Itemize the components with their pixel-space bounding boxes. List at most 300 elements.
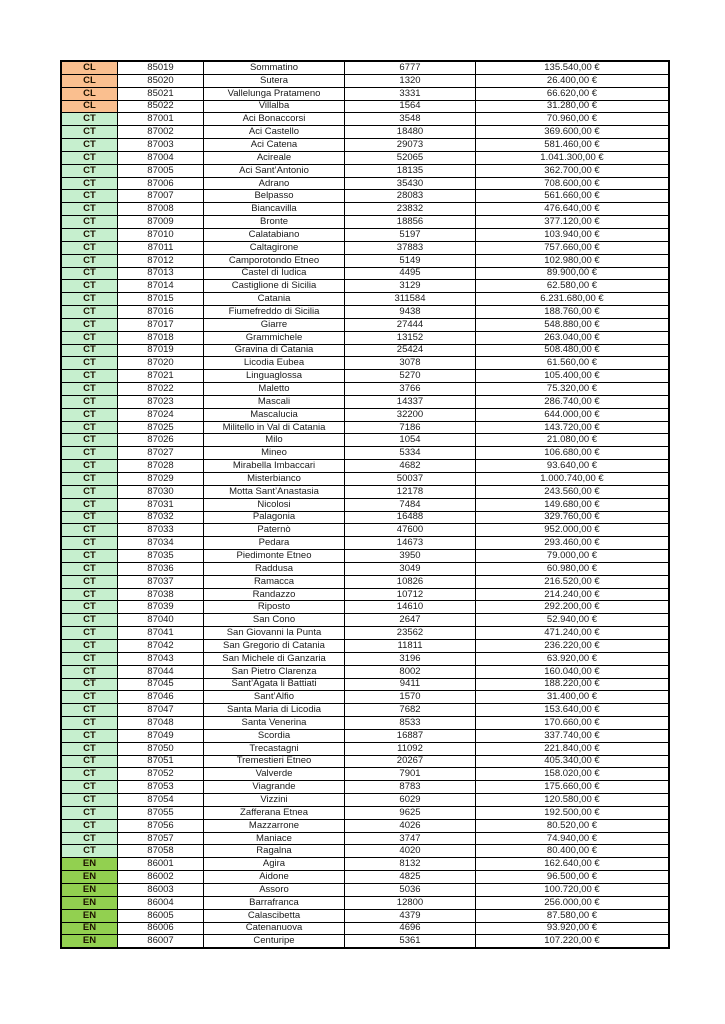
population-cell: 3331 <box>345 87 476 100</box>
istat-code-cell: 87035 <box>118 550 204 563</box>
province-cell: CT <box>61 524 118 537</box>
population-cell: 5149 <box>345 254 476 267</box>
istat-code-cell: 87055 <box>118 806 204 819</box>
municipality-name-cell: San Gregorio di Catania <box>204 639 345 652</box>
table-row <box>61 370 669 383</box>
province-cell: CL <box>61 74 118 87</box>
population-cell: 23562 <box>345 627 476 640</box>
amount-cell: 103.940,00 € <box>476 228 670 241</box>
province-cell: CT <box>61 383 118 396</box>
province-cell: CT <box>61 408 118 421</box>
municipality-name-cell: San Michele di Ganzaria <box>204 652 345 665</box>
population-cell: 18135 <box>345 164 476 177</box>
province-cell: CT <box>61 819 118 832</box>
municipality-table-body <box>61 61 669 948</box>
amount-cell: 74.940,00 € <box>476 832 670 845</box>
table-row <box>61 344 669 357</box>
istat-code-cell: 87003 <box>118 139 204 152</box>
province-cell: CT <box>61 755 118 768</box>
table-row <box>61 768 669 781</box>
municipality-table <box>60 60 670 949</box>
province-cell: CT <box>61 267 118 280</box>
table-row <box>61 460 669 473</box>
municipality-name-cell: Biancavilla <box>204 203 345 216</box>
istat-code-cell: 87043 <box>118 652 204 665</box>
municipality-name-cell: Castiglione di Sicilia <box>204 280 345 293</box>
table-row <box>61 884 669 897</box>
population-cell: 12178 <box>345 485 476 498</box>
population-cell: 9438 <box>345 306 476 319</box>
istat-code-cell: 86003 <box>118 884 204 897</box>
municipality-name-cell: Mazzarrone <box>204 819 345 832</box>
istat-code-cell: 87033 <box>118 524 204 537</box>
istat-code-cell: 87025 <box>118 421 204 434</box>
population-cell: 9625 <box>345 806 476 819</box>
amount-cell: 405.340,00 € <box>476 755 670 768</box>
amount-cell: 31.280,00 € <box>476 100 670 113</box>
amount-cell: 93.920,00 € <box>476 922 670 935</box>
table-row <box>61 139 669 152</box>
table-row <box>61 845 669 858</box>
municipality-name-cell: Mascali <box>204 395 345 408</box>
table-row <box>61 781 669 794</box>
province-cell: CT <box>61 395 118 408</box>
amount-cell: 149.680,00 € <box>476 498 670 511</box>
table-row <box>61 806 669 819</box>
population-cell: 37883 <box>345 241 476 254</box>
amount-cell: 471.240,00 € <box>476 627 670 640</box>
province-cell: CT <box>61 614 118 627</box>
table-row <box>61 473 669 486</box>
population-cell: 13152 <box>345 331 476 344</box>
istat-code-cell: 87051 <box>118 755 204 768</box>
amount-cell: 75.320,00 € <box>476 383 670 396</box>
istat-code-cell: 87018 <box>118 331 204 344</box>
province-cell: CT <box>61 434 118 447</box>
amount-cell: 1.000.740,00 € <box>476 473 670 486</box>
table-row <box>61 485 669 498</box>
table-row <box>61 408 669 421</box>
amount-cell: 221.840,00 € <box>476 742 670 755</box>
amount-cell: 581.460,00 € <box>476 139 670 152</box>
population-cell: 3766 <box>345 383 476 396</box>
istat-code-cell: 87053 <box>118 781 204 794</box>
municipality-name-cell: San Cono <box>204 614 345 627</box>
table-row <box>61 318 669 331</box>
province-cell: CL <box>61 61 118 74</box>
istat-code-cell: 87027 <box>118 447 204 460</box>
table-row <box>61 665 669 678</box>
amount-cell: 31.400,00 € <box>476 691 670 704</box>
istat-code-cell: 87026 <box>118 434 204 447</box>
istat-code-cell: 87041 <box>118 627 204 640</box>
municipality-name-cell: Tremestieri Etneo <box>204 755 345 768</box>
table-row <box>61 74 669 87</box>
population-cell: 35430 <box>345 177 476 190</box>
amount-cell: 52.940,00 € <box>476 614 670 627</box>
municipality-name-cell: Barrafranca <box>204 896 345 909</box>
population-cell: 52065 <box>345 151 476 164</box>
province-cell: CT <box>61 742 118 755</box>
municipality-name-cell: Aidone <box>204 871 345 884</box>
amount-cell: 153.640,00 € <box>476 704 670 717</box>
istat-code-cell: 87037 <box>118 575 204 588</box>
table-row <box>61 87 669 100</box>
municipality-name-cell: Aci Catena <box>204 139 345 152</box>
istat-code-cell: 86005 <box>118 909 204 922</box>
table-row <box>61 858 669 871</box>
population-cell: 25424 <box>345 344 476 357</box>
municipality-name-cell: Piedimonte Etneo <box>204 550 345 563</box>
province-cell: EN <box>61 909 118 922</box>
istat-code-cell: 87050 <box>118 742 204 755</box>
amount-cell: 362.700,00 € <box>476 164 670 177</box>
municipality-name-cell: Randazzo <box>204 588 345 601</box>
istat-code-cell: 87004 <box>118 151 204 164</box>
amount-cell: 135.540,00 € <box>476 61 670 74</box>
istat-code-cell: 87005 <box>118 164 204 177</box>
province-cell: CT <box>61 806 118 819</box>
istat-code-cell: 87045 <box>118 678 204 691</box>
population-cell: 4682 <box>345 460 476 473</box>
municipality-name-cell: Milo <box>204 434 345 447</box>
istat-code-cell: 87031 <box>118 498 204 511</box>
province-cell: CT <box>61 678 118 691</box>
population-cell: 14673 <box>345 537 476 550</box>
table-row <box>61 678 669 691</box>
province-cell: CT <box>61 318 118 331</box>
table-row <box>61 434 669 447</box>
municipality-name-cell: Assoro <box>204 884 345 897</box>
table-row <box>61 871 669 884</box>
municipality-name-cell: Viagrande <box>204 781 345 794</box>
population-cell: 5270 <box>345 370 476 383</box>
istat-code-cell: 87008 <box>118 203 204 216</box>
amount-cell: 286.740,00 € <box>476 395 670 408</box>
municipality-name-cell: Trecastagni <box>204 742 345 755</box>
municipality-name-cell: Palagonia <box>204 511 345 524</box>
istat-code-cell: 87048 <box>118 717 204 730</box>
amount-cell: 256.000,00 € <box>476 896 670 909</box>
table-row <box>61 511 669 524</box>
province-cell: CT <box>61 280 118 293</box>
istat-code-cell: 87046 <box>118 691 204 704</box>
population-cell: 8533 <box>345 717 476 730</box>
istat-code-cell: 87002 <box>118 126 204 139</box>
municipality-name-cell: Agira <box>204 858 345 871</box>
amount-cell: 93.640,00 € <box>476 460 670 473</box>
municipality-name-cell: Castel di Iudica <box>204 267 345 280</box>
istat-code-cell: 87017 <box>118 318 204 331</box>
amount-cell: 89.900,00 € <box>476 267 670 280</box>
municipality-name-cell: Catenanuova <box>204 922 345 935</box>
amount-cell: 329.760,00 € <box>476 511 670 524</box>
province-cell: CT <box>61 485 118 498</box>
table-row <box>61 164 669 177</box>
table-row <box>61 614 669 627</box>
population-cell: 4026 <box>345 819 476 832</box>
istat-code-cell: 87049 <box>118 729 204 742</box>
table-row <box>61 280 669 293</box>
table-row <box>61 601 669 614</box>
amount-cell: 188.220,00 € <box>476 678 670 691</box>
istat-code-cell: 87023 <box>118 395 204 408</box>
istat-code-cell: 87054 <box>118 794 204 807</box>
province-cell: CT <box>61 691 118 704</box>
province-cell: CT <box>61 293 118 306</box>
istat-code-cell: 87014 <box>118 280 204 293</box>
table-row <box>61 267 669 280</box>
province-cell: EN <box>61 871 118 884</box>
population-cell: 5036 <box>345 884 476 897</box>
table-row <box>61 357 669 370</box>
table-row <box>61 383 669 396</box>
istat-code-cell: 87028 <box>118 460 204 473</box>
amount-cell: 162.640,00 € <box>476 858 670 871</box>
province-cell: CT <box>61 203 118 216</box>
amount-cell: 62.580,00 € <box>476 280 670 293</box>
province-cell: CT <box>61 832 118 845</box>
table-row <box>61 203 669 216</box>
province-cell: EN <box>61 935 118 948</box>
table-row <box>61 755 669 768</box>
table-row <box>61 190 669 203</box>
population-cell: 3078 <box>345 357 476 370</box>
population-cell: 4379 <box>345 909 476 922</box>
amount-cell: 561.660,00 € <box>476 190 670 203</box>
population-cell: 23832 <box>345 203 476 216</box>
istat-code-cell: 86004 <box>118 896 204 909</box>
table-row <box>61 588 669 601</box>
province-cell: CT <box>61 575 118 588</box>
municipality-name-cell: Militello in Val di Catania <box>204 421 345 434</box>
amount-cell: 263.040,00 € <box>476 331 670 344</box>
amount-cell: 105.400,00 € <box>476 370 670 383</box>
istat-code-cell: 87058 <box>118 845 204 858</box>
amount-cell: 107.220,00 € <box>476 935 670 948</box>
population-cell: 47600 <box>345 524 476 537</box>
province-cell: CT <box>61 537 118 550</box>
table-row <box>61 550 669 563</box>
municipality-name-cell: Calascibetta <box>204 909 345 922</box>
municipality-name-cell: Gravina di Catania <box>204 344 345 357</box>
istat-code-cell: 87001 <box>118 113 204 126</box>
istat-code-cell: 87019 <box>118 344 204 357</box>
province-cell: CT <box>61 665 118 678</box>
population-cell: 4696 <box>345 922 476 935</box>
istat-code-cell: 87047 <box>118 704 204 717</box>
istat-code-cell: 86006 <box>118 922 204 935</box>
table-row <box>61 537 669 550</box>
table-row <box>61 447 669 460</box>
amount-cell: 952.000,00 € <box>476 524 670 537</box>
table-row <box>61 177 669 190</box>
istat-code-cell: 87029 <box>118 473 204 486</box>
municipality-name-cell: Villalba <box>204 100 345 113</box>
amount-cell: 292.200,00 € <box>476 601 670 614</box>
municipality-name-cell: Raddusa <box>204 562 345 575</box>
istat-code-cell: 87020 <box>118 357 204 370</box>
municipality-name-cell: Mineo <box>204 447 345 460</box>
istat-code-cell: 87057 <box>118 832 204 845</box>
population-cell: 14337 <box>345 395 476 408</box>
istat-code-cell: 87036 <box>118 562 204 575</box>
municipality-name-cell: Mirabella Imbaccari <box>204 460 345 473</box>
municipality-name-cell: Ragalna <box>204 845 345 858</box>
amount-cell: 158.020,00 € <box>476 768 670 781</box>
municipality-name-cell: Paternò <box>204 524 345 537</box>
population-cell: 50037 <box>345 473 476 486</box>
province-cell: CT <box>61 151 118 164</box>
population-cell: 7682 <box>345 704 476 717</box>
population-cell: 4020 <box>345 845 476 858</box>
province-cell: CT <box>61 254 118 267</box>
municipality-name-cell: Aci Bonaccorsi <box>204 113 345 126</box>
istat-code-cell: 85019 <box>118 61 204 74</box>
amount-cell: 757.660,00 € <box>476 241 670 254</box>
province-cell: CT <box>61 113 118 126</box>
province-cell: EN <box>61 922 118 935</box>
amount-cell: 87.580,00 € <box>476 909 670 922</box>
istat-code-cell: 87021 <box>118 370 204 383</box>
table-row <box>61 395 669 408</box>
amount-cell: 21.080,00 € <box>476 434 670 447</box>
table-row <box>61 306 669 319</box>
amount-cell: 377.120,00 € <box>476 216 670 229</box>
province-cell: CT <box>61 139 118 152</box>
amount-cell: 80.400,00 € <box>476 845 670 858</box>
table-row <box>61 562 669 575</box>
table-row <box>61 421 669 434</box>
population-cell: 5197 <box>345 228 476 241</box>
municipality-name-cell: Licodia Eubea <box>204 357 345 370</box>
province-cell: CT <box>61 447 118 460</box>
istat-code-cell: 87011 <box>118 241 204 254</box>
province-cell: CT <box>61 177 118 190</box>
table-row <box>61 652 669 665</box>
istat-code-cell: 85021 <box>118 87 204 100</box>
amount-cell: 192.500,00 € <box>476 806 670 819</box>
amount-cell: 188.760,00 € <box>476 306 670 319</box>
population-cell: 27444 <box>345 318 476 331</box>
amount-cell: 63.920,00 € <box>476 652 670 665</box>
table-row <box>61 627 669 640</box>
municipality-name-cell: Motta Sant’Anastasia <box>204 485 345 498</box>
amount-cell: 216.520,00 € <box>476 575 670 588</box>
amount-cell: 102.980,00 € <box>476 254 670 267</box>
table-row <box>61 935 669 948</box>
province-cell: CL <box>61 100 118 113</box>
amount-cell: 100.720,00 € <box>476 884 670 897</box>
province-cell: CT <box>61 781 118 794</box>
municipality-name-cell: Santa Venerina <box>204 717 345 730</box>
istat-code-cell: 87007 <box>118 190 204 203</box>
table-row <box>61 704 669 717</box>
amount-cell: 160.040,00 € <box>476 665 670 678</box>
population-cell: 12800 <box>345 896 476 909</box>
table-row <box>61 832 669 845</box>
province-cell: CT <box>61 511 118 524</box>
amount-cell: 70.960,00 € <box>476 113 670 126</box>
population-cell: 4495 <box>345 267 476 280</box>
istat-code-cell: 87039 <box>118 601 204 614</box>
province-cell: CT <box>61 306 118 319</box>
population-cell: 3049 <box>345 562 476 575</box>
province-cell: CT <box>61 498 118 511</box>
istat-code-cell: 87010 <box>118 228 204 241</box>
population-cell: 20267 <box>345 755 476 768</box>
province-cell: CT <box>61 216 118 229</box>
table-row <box>61 717 669 730</box>
population-cell: 311584 <box>345 293 476 306</box>
amount-cell: 243.560,00 € <box>476 485 670 498</box>
amount-cell: 508.480,00 € <box>476 344 670 357</box>
population-cell: 16887 <box>345 729 476 742</box>
istat-code-cell: 87032 <box>118 511 204 524</box>
amount-cell: 548.880,00 € <box>476 318 670 331</box>
municipality-name-cell: Belpasso <box>204 190 345 203</box>
municipality-name-cell: Maletto <box>204 383 345 396</box>
municipality-name-cell: San Giovanni la Punta <box>204 627 345 640</box>
population-cell: 8002 <box>345 665 476 678</box>
istat-code-cell: 87013 <box>118 267 204 280</box>
province-cell: CT <box>61 601 118 614</box>
table-row <box>61 639 669 652</box>
amount-cell: 293.460,00 € <box>476 537 670 550</box>
province-cell: CT <box>61 794 118 807</box>
istat-code-cell: 86002 <box>118 871 204 884</box>
table-row <box>61 100 669 113</box>
municipality-name-cell: Centuripe <box>204 935 345 948</box>
population-cell: 29073 <box>345 139 476 152</box>
table-row <box>61 241 669 254</box>
province-cell: CT <box>61 164 118 177</box>
municipality-name-cell: Calatabiano <box>204 228 345 241</box>
municipality-name-cell: Acireale <box>204 151 345 164</box>
population-cell: 11092 <box>345 742 476 755</box>
table-row <box>61 819 669 832</box>
istat-code-cell: 87044 <box>118 665 204 678</box>
table-row <box>61 61 669 74</box>
table-row <box>61 909 669 922</box>
amount-cell: 236.220,00 € <box>476 639 670 652</box>
table-row <box>61 575 669 588</box>
amount-cell: 120.580,00 € <box>476 794 670 807</box>
population-cell: 1570 <box>345 691 476 704</box>
municipality-name-cell: Misterbianco <box>204 473 345 486</box>
amount-cell: 476.640,00 € <box>476 203 670 216</box>
municipality-name-cell: Sutera <box>204 74 345 87</box>
municipality-name-cell: Vizzini <box>204 794 345 807</box>
municipality-name-cell: Nicolosi <box>204 498 345 511</box>
istat-code-cell: 87022 <box>118 383 204 396</box>
population-cell: 10826 <box>345 575 476 588</box>
istat-code-cell: 87034 <box>118 537 204 550</box>
amount-cell: 79.000,00 € <box>476 550 670 563</box>
table-row <box>61 691 669 704</box>
table-row <box>61 151 669 164</box>
table-row <box>61 126 669 139</box>
population-cell: 1320 <box>345 74 476 87</box>
province-cell: CL <box>61 87 118 100</box>
municipality-name-cell: Aci Sant’Antonio <box>204 164 345 177</box>
population-cell: 5361 <box>345 935 476 948</box>
province-cell: CT <box>61 241 118 254</box>
province-cell: CT <box>61 652 118 665</box>
province-cell: CT <box>61 370 118 383</box>
amount-cell: 1.041.300,00 € <box>476 151 670 164</box>
province-cell: EN <box>61 858 118 871</box>
